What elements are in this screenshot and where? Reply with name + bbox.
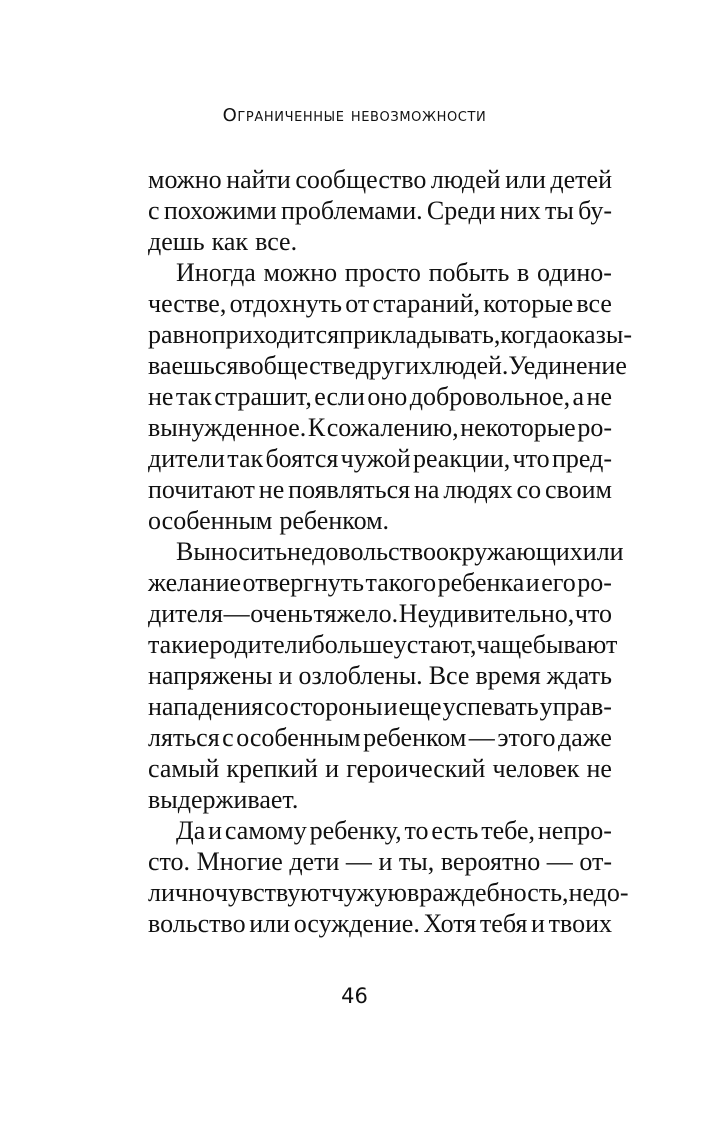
- text-line: самый крепкий и героический человек не: [148, 754, 612, 783]
- text-line: равно приходится прикладывать, когда оказы-: [148, 320, 632, 349]
- text-line: почитают не появляться на людях со своим: [148, 475, 612, 504]
- text-line: не так страшит, если оно добровольное, а не: [148, 382, 612, 411]
- text-line: нападения со стороны и еще успевать управ-: [148, 692, 612, 721]
- paragraph: [148, 257, 632, 536]
- text-line: напряжены и озлоблены. Все время ждать: [148, 661, 612, 690]
- text-line: сто. Многие дети — и ты, вероятно — от-: [148, 847, 612, 876]
- paragraph: [148, 536, 624, 815]
- text-line: ляться с особенным ребенком — этого даже: [148, 723, 612, 752]
- text-line: Да и самому ребенку, то есть тебе, непро-: [176, 816, 612, 845]
- text-line: дители так боятся чужой реакции, что пред-: [148, 444, 612, 473]
- text-line: такие родители больше устают, чаще бывают: [148, 630, 618, 659]
- text-line: с похожими проблемами. Среди них ты бу-: [148, 196, 612, 225]
- text-line: выдерживает.: [148, 785, 299, 814]
- text-line: честве, отдохнуть от стараний, которые все: [148, 289, 612, 318]
- text-line: вынужденное. К сожалению, некоторые ро-: [148, 413, 612, 442]
- text-line: ваешься в обществе других людей. Уединение: [148, 351, 627, 380]
- paragraph: [148, 164, 612, 257]
- text-line: Иногда можно просто побыть в одино-: [176, 258, 612, 287]
- running-header: Ограниченные невозможности: [222, 105, 487, 126]
- text-line: дителя — очень тяжело. Неудивительно, что: [148, 599, 612, 628]
- body-text: [148, 164, 632, 939]
- text-line: особенным ребенком.: [148, 506, 390, 535]
- page-number: 46: [341, 984, 368, 1008]
- text-line: желание отвергнуть такого ребенка и его ро-: [148, 568, 612, 597]
- text-line: лично чувствуют чужую враждебность, недо-: [148, 878, 629, 907]
- text-line: можно найти сообщество людей или детей: [148, 165, 612, 194]
- text-line: дешь как все.: [148, 227, 298, 256]
- paragraph: [148, 815, 629, 939]
- text-line: вольство или осуждение. Хотя тебя и твоих: [148, 909, 612, 938]
- text-line: Выносить недовольство окружающих или: [176, 537, 624, 566]
